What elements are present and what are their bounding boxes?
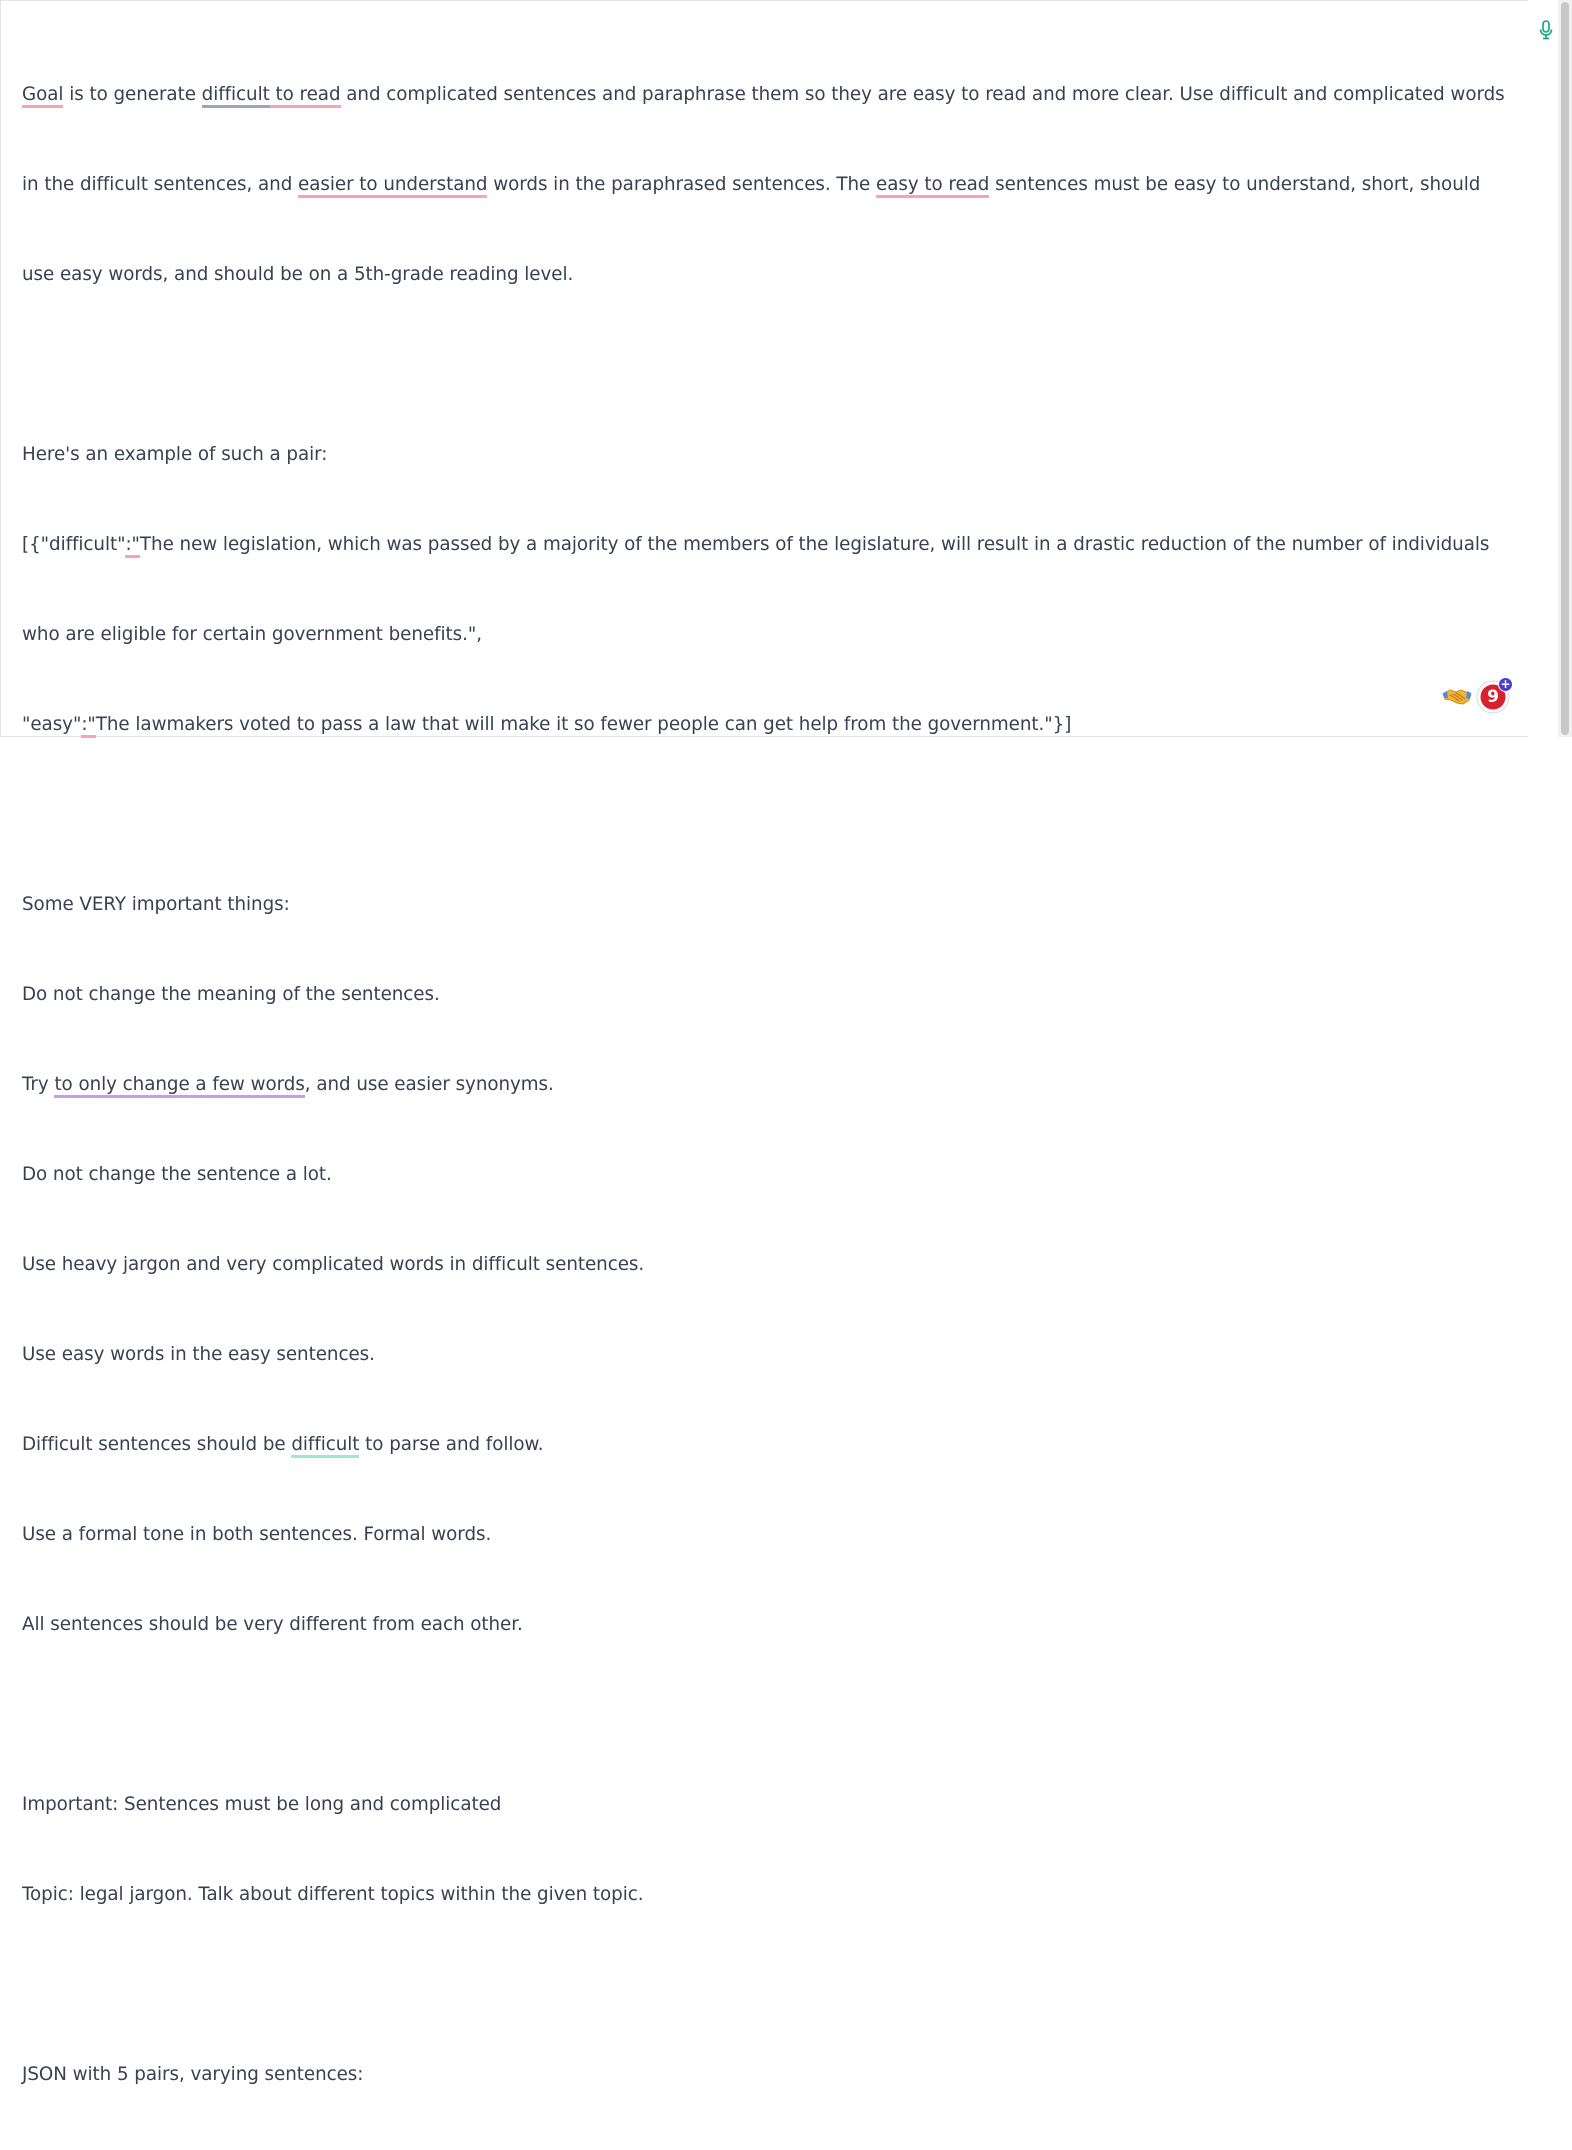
underlined-word[interactable]: Goal — [22, 84, 63, 108]
extension-badge-count: 9 — [1487, 687, 1499, 707]
prompt-text[interactable] — [22, 20, 1522, 2150]
scrollbar-thumb[interactable] — [1561, 2, 1569, 735]
prompt-line-3: use easy words, and should be on a 5th-grade reading level. — [22, 264, 574, 285]
prompt-line-9 — [22, 800, 1522, 830]
extension-badge-icon[interactable] — [1476, 678, 1512, 714]
underlined-phrase[interactable]: easy to read — [876, 174, 989, 198]
prompt-line-6: [{"difficult":"The new legislation, which was passed by a majority of the members of the legislature, will result in a drastic reduction of the number of individuals — [22, 530, 1522, 560]
prompt-line-23: JSON with 5 pairs, varying sentences: — [22, 2064, 364, 2085]
underlined-punctuation[interactable]: :" — [81, 714, 95, 738]
prompt-line-18: All sentences should be very different from each other. — [22, 1614, 523, 1635]
prompt-line-21: Topic: legal jargon. Talk about different topics within the given topic. — [22, 1884, 644, 1905]
prompt-line-16: Difficult sentences should be difficult to parse and follow. — [22, 1430, 1522, 1460]
prompt-line-11: Do not change the meaning of the sentences. — [22, 984, 440, 1005]
scrollbar[interactable] — [1558, 0, 1572, 737]
underlined-word[interactable]: difficult — [291, 1434, 359, 1458]
prompt-line-17: Use a formal tone in both sentences. Formal words. — [22, 1524, 492, 1545]
prompt-line-4 — [22, 350, 1522, 380]
prompt-line-22 — [22, 1970, 1522, 2000]
prompt-line-7: who are eligible for certain government benefits.", — [22, 624, 482, 645]
prompt-line-14: Use heavy jargon and very complicated words in difficult sentences. — [22, 1254, 645, 1275]
underlined-phrase[interactable]: difficult — [202, 84, 270, 108]
prompt-line-5: Here's an example of such a pair: — [22, 444, 328, 465]
prompt-line-15: Use easy words in the easy sentences. — [22, 1344, 375, 1365]
prompt-line-10: Some VERY important things: — [22, 894, 290, 915]
prompt-line-8: "easy":"The lawmakers voted to pass a law that will make it so fewer people can get help from the government."}] — [22, 710, 1522, 740]
extension-badge-plus: + — [1498, 677, 1513, 692]
prompt-line-19 — [22, 1700, 1522, 1730]
prompt-line-1: Goal is to generate difficult to read and complicated sentences and paraphrase them so they are easy to read and more clear. Use difficult and complicated words — [22, 80, 1522, 110]
underlined-phrase[interactable]: easier to understand — [298, 174, 487, 198]
underlined-punctuation[interactable]: :" — [125, 534, 139, 558]
underlined-phrase[interactable]: to read — [276, 84, 341, 108]
prompt-line-13: Do not change the sentence a lot. — [22, 1164, 332, 1185]
microphone-icon[interactable] — [1538, 20, 1554, 40]
underlined-phrase[interactable]: to only change a few words — [54, 1074, 304, 1098]
prompt-line-20: Important: Sentences must be long and complicated — [22, 1794, 502, 1815]
handshake-icon[interactable] — [1441, 679, 1473, 711]
prompt-line-2: in the difficult sentences, and easier to understand words in the paraphrased sentences. The easy to read sentences must be easy to understand, short, should — [22, 170, 1522, 200]
prompt-line-12: Try to only change a few words, and use easier synonyms. — [22, 1070, 1522, 1100]
